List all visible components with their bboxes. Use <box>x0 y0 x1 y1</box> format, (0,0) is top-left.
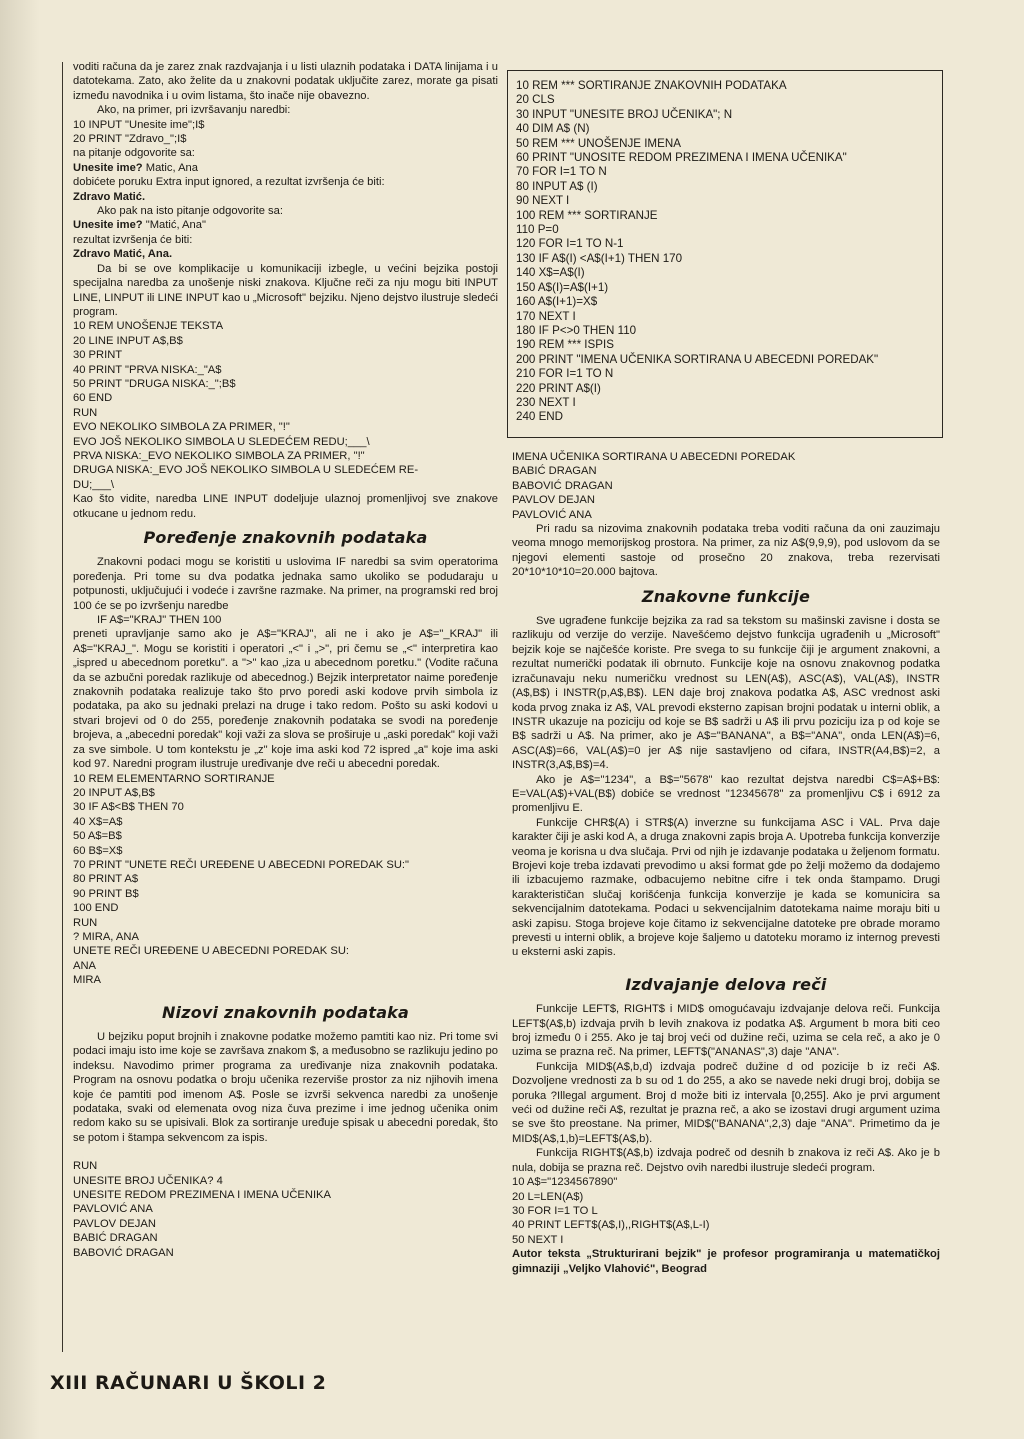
section-heading: Poređenje znakovnih podataka <box>143 528 428 547</box>
code-line: 70 PRINT "UNETE REČI UREĐENE U ABECEDNI POREDAK SU:" <box>73 858 409 871</box>
code-line: ANA <box>73 959 97 972</box>
code-line: 20 LINE INPUT A$,B$ <box>73 334 183 347</box>
right-column <box>512 450 940 1276</box>
code-block <box>73 1159 498 1260</box>
paragraph: Funkcije LEFT$, RIGHT$ i MID$ omogućavaju izdvajanje delova reči. Funkcija LEFT$(A$,b) izdvaja prvih b levih znakova iz podatka A$. Argument b mora biti ceo broj između 0 i 255. Ako je taj broj veći od dužine reči, uzima se cela reč, a ako je 0 uzima se prazna reč. Na primer, LEFT$("ANANAS",3) daje "ANA". <box>512 1003 940 1059</box>
output-line: PAVLOV DEJAN <box>512 494 595 507</box>
code-line: RUN <box>73 916 98 929</box>
code-line: UNESITE BROJ UČENIKA? 4 <box>73 1174 223 1187</box>
author-note: Autor teksta „Strukturirani bejzik" je profesor programiranja u matematičkoj gimnaziji „Veljko Vlahović", Beograd <box>512 1248 940 1275</box>
code-line: 40 PRINT "PRVA NISKA:_"A$ <box>73 363 222 376</box>
paragraph: Funkcija RIGHT$(A$,b) izdvaja podreč od desnih b znakova iz reči A$. Ako je b nula, dobija se prazna reč. Dejstvo ovih naredbi ilustruje sledeći program. <box>512 1147 940 1174</box>
paragraph: Da bi se ove komplikacije u komunikaciji izbegle, u većini bejzika postoji specijalna naredba za unošenje niski znakova. Ključne reči za nju mogu biti INPUT LINE, LINPUT ili LINE INPUT kao u „Microsoft" bejziku. Njeno dejstvo ilustruje sledeći program. <box>73 262 498 318</box>
code-line: BABIĆ DRAGAN <box>73 1232 158 1245</box>
code-line: 30 INPUT "UNESITE BROJ UČENIKA"; N <box>516 107 733 121</box>
column-rule <box>62 62 63 1352</box>
code-line: 100 END <box>73 902 119 915</box>
code-line: 60 PRINT "UNOSITE REDOM PREZIMENA I IMENA UČENIKA" <box>516 151 847 165</box>
code-line: 230 NEXT I <box>516 395 576 409</box>
code-line: 110 P=0 <box>516 223 559 237</box>
code-line: 140 X$=A$(I) <box>516 266 585 280</box>
section-heading: Znakovne funkcije <box>641 586 811 606</box>
paragraph: preneti upravljanje samo ako je A$="KRAJ", ali ne i ako je A$="_KRAJ" ili A$="KRAJ_". Mogu se koristiti i operatori „<" i „>", pri čemu se „<" interpretira kao „ispred u abecednom poretku". a ">" kao „iza u abecednom poretku." (Vodite računa da se azbučni poredak razlikuje od abecednog.) Bejzik interpretator naime poređenje znakovnih podataka realizuje tako što prvo poredi aski kodove prvih simbola iz podataka, pa ako su jednaki prelazi na druge i tako redom. Pošto su aski kodovi u stvari brojevi od 0 do 255, poređenje znakovnih podataka se svodi na poređenje brojeva, a „abecedni poredak" koji važi za slova se proširuje u „aski poredak" koji važi za sve simbole. U tom kontekstu je „z" koje ima aski kod 72 ispred „a" koje ima aski kod 97. Naredni program ilustruje uređivanje dve reči u abecedni poredak. <box>73 628 498 771</box>
code-line: 30 IF A$<B$ THEN 70 <box>73 801 184 814</box>
text-line: Ako pak na isto pitanje odgovorite sa: <box>97 205 283 218</box>
code-line: BABOVIĆ DRAGAN <box>73 1246 174 1259</box>
code-line: 190 REM *** ISPIS <box>516 338 614 352</box>
code-line: 220 PRINT A$(I) <box>516 381 601 395</box>
output-line: IMENA UČENIKA SORTIRANA U ABECEDNI POREDAK <box>512 451 796 463</box>
code-block <box>73 772 498 988</box>
code-line: 10 REM ELEMENTARNO SORTIRANJE <box>73 772 275 785</box>
prompt-answer: "Matić, Ana" <box>142 219 206 232</box>
intro-paragraph-2: Ako, na primer, pri izvršavanju naredbi: <box>97 104 291 117</box>
output-line: BABOVIĆ DRAGAN <box>512 479 613 492</box>
code-line: 170 NEXT I <box>516 309 576 323</box>
code-block <box>512 1175 940 1247</box>
code-line: 10 A$="1234567890" <box>512 1176 618 1189</box>
code-line: 20 PRINT "Zdravo_";I$ <box>73 133 187 146</box>
code-line: 210 FOR I=1 TO N <box>516 367 614 381</box>
code-line: 60 B$=X$ <box>73 844 123 857</box>
code-line: 150 A$(I)=A$(I+1) <box>516 280 609 294</box>
code-line: EVO JOŠ NEKOLIKO SIMBOLA U SLEDEĆEM REDU;___\ <box>73 435 370 448</box>
prompt-bold: Unesite ime? <box>73 161 143 174</box>
code-line: PAVLOVIĆ ANA <box>73 1203 153 1216</box>
code-line: PAVLOV DEJAN <box>73 1217 156 1230</box>
code-line: PRVA NISKA:_EVO NEKOLIKO SIMBOLA ZA PRIMER, "!" <box>73 449 365 462</box>
code-line: 40 X$=A$ <box>73 815 123 828</box>
result-bold: Zdravo Matić, Ana. <box>73 248 173 261</box>
code-line: ? MIRA, ANA <box>73 930 139 943</box>
code-line: 80 INPUT A$ (I) <box>516 179 598 193</box>
code-line: 40 DIM A$ (N) <box>516 122 590 136</box>
code-line: 40 PRINT LEFT$(A$,I),,RIGHT$(A$,L-I) <box>512 1219 710 1232</box>
code-line: 60 END <box>73 392 113 405</box>
code-block <box>73 319 498 492</box>
code-line: 90 NEXT I <box>516 194 570 208</box>
paragraph: Sve ugrađene funkcije bejzika za rad sa tekstom su mašinski zavisne i dosta se razlikuju od verzije do verzije. Navešćemo dejstvo funkcija ugrađenih u „Microsoft" bejzik koje se najčešće koriste. Pre svega to su funkcije čiji je argument znakovni, a rezultat numerički podatak ili obrnuto. Funkcije koje na osnovu znakovnog podatka izračunavaju neku numeričku vrednost su LEN(A$), ASC(A$), VAL(A$), INSTR (A$,B$) i INSTR(p,A$,B$). LEN daje broj znakova podatka A$, ASC vrednost aski koda prvog znaka iz A$, VAL prevodi eksterno zapisan brojni podatak u interni oblik, a INSTR ukazuje na poziciju od koje se B$ sadrži u A$ ili prvu poziciju iza p od koje se B$ sadrži u A$. Na primer, ako je A$="BANANA", a B$="ANA", onda LEN(A$)=6, ASC(A$)=66, VAL(A$)=0 jer A$ nije sastavljeno od cifara, INSTR(A4,B$)=2, a INSTR(3,A$,B$)=4. <box>512 615 940 772</box>
text-line: rezultat izvršenja će biti: <box>73 233 193 246</box>
code-line: 20 L=LEN(A$) <box>512 1190 584 1203</box>
code-line: 10 REM UNOŠENJE TEKSTA <box>73 320 224 333</box>
page-footer: XIII RAČUNARI U ŠKOLI 2 <box>50 1372 327 1394</box>
text-line: dobićete poruku Extra input ignored, a rezultat izvršenja će biti: <box>73 176 385 189</box>
intro-paragraph: voditi računa da je zarez znak razdvajanja i u listi ulaznih podataka i DATA linijama i u datotekama. Zato, ako želite da u znakovni podatak uključite zarez, morate ga pisati između navodnika i u ovim listama, što inače nije obavezno. <box>73 61 498 102</box>
page-edge <box>0 0 40 1439</box>
code-line: 70 FOR I=1 TO N <box>516 165 607 179</box>
code-line: 180 IF P<>0 THEN 110 <box>516 323 637 337</box>
paragraph: Kao što vidite, naredba LINE INPUT dodeljuje ulaznoj promenljivoj sve znakove otkucane u jednom redu. <box>73 493 498 520</box>
text-line: na pitanje odgovorite sa: <box>73 147 195 160</box>
code-line: 50 REM *** UNOŠENJE IMENA <box>516 136 681 150</box>
output-line: PAVLOVIĆ ANA <box>512 508 592 521</box>
code-line: UNESITE REDOM PREZIMENA I IMENA UČENIKA <box>73 1189 331 1202</box>
code-line: 200 PRINT "IMENA UČENIKA SORTIRANA U ABECEDNI POREDAK" <box>516 352 879 366</box>
code-line: 30 PRINT <box>73 349 123 362</box>
code-line: 20 CLS <box>516 93 555 107</box>
result-bold: Zdravo Matić. <box>73 190 146 203</box>
section-heading: Izdvajanje delova reči <box>625 974 827 994</box>
code-line: RUN <box>73 406 98 419</box>
code-line: IF A$="KRAJ" THEN 100 <box>97 614 222 627</box>
code-line: 30 FOR I=1 TO L <box>512 1204 598 1217</box>
code-line: 130 IF A$(I) <A$(I+1) THEN 170 <box>516 251 683 265</box>
code-line: RUN <box>73 1160 98 1173</box>
prompt-bold: Unesite ime? <box>73 219 143 232</box>
code-line: DRUGA NISKA:_EVO JOŠ NEKOLIKO SIMBOLA U SLEDEĆEM RE- <box>73 464 419 477</box>
code-line: 100 REM *** SORTIRANJE <box>516 208 658 222</box>
code-line: EVO NEKOLIKO SIMBOLA ZA PRIMER, "!" <box>73 421 290 434</box>
paragraph: U bejziku poput brojnih i znakovne podatke možemo pamtiti kao niz. Pri tome svi podaci imaju isto ime koje se završava znakom $, a međusobno se razlikuju jedino po indeksu. Navodimo primer programa za uređivanje niza znakovnih podataka. Program na osnovu podatka o broju učenika rezerviše prostor za niz njihovih imena koje će pamtiti pod imenom A$. Posle se izvrši sekvenca naredbi za unošenje podataka, svaki od elemenata ovog niza čuva prezime i ime jednog učenika onim redom kako su se upisivali. Blok za sortiranje uređuje spisak u abecedni poredak, što se potom i štampa sekvencom za ispis. <box>73 1031 498 1144</box>
code-line: 80 PRINT A$ <box>73 873 139 886</box>
paragraph: Pri radu sa nizovima znakovnih podataka treba voditi računa da oni zauzimaju veoma mnogo memorijskog prostora. Na primer, za niz A$(9,9,9), pod uslovom da se njegovi elementi sastoje od prosečno 20 znakova, treba rezervisati 20*10*10*10=20.000 bajtova. <box>512 523 940 579</box>
code-line: 50 A$=B$ <box>73 830 122 843</box>
code-line: MIRA <box>73 974 101 987</box>
paragraph: Znakovni podaci mogu se koristiti u uslovima IF naredbi sa svim operatorima poređenja. Pri tome su dva podatka jednaka samo ukoliko se podudaraju u potpunosti, uključujući i vodeće i završne razmake. Na primer, na programski red broj 100 će se po izvršenju naredbe <box>73 556 498 612</box>
code-line: 10 REM *** SORTIRANJE ZNAKOVNIH PODATAKA <box>516 79 787 92</box>
output-line: BABIĆ DRAGAN <box>512 465 597 478</box>
section-heading: Nizovi znakovnih podataka <box>161 1002 410 1022</box>
code-line: 10 INPUT "Unesite ime";I$ <box>73 118 205 131</box>
program-output <box>512 450 940 522</box>
code-line: 50 NEXT I <box>512 1233 564 1246</box>
prompt-answer: Matic, Ana <box>142 161 198 174</box>
paragraph: Funkcija MID$(A$,b,d) izdvaja podreč dužine d od pozicije b iz reči A$. Dozvoljene vrednosti za b su od 1 do 255, a ako se navede neki drugi broj, dobija se poruka ?Illegal argument. Broj d može biti iz intervala [0,255]. Ako je prvi argument veći od dužine reči A$, rezultat je prazna reč, a ako se izostavi drugi argument uzima se sve što preostane. Na primer, MID$("BANANA",2,3) daje "ANA". Primetimo da je MID$(A$,1,b)=LEFT$(A$,b). <box>512 1060 940 1145</box>
program-listing-box <box>507 70 943 438</box>
code-line: 240 END <box>516 410 564 424</box>
code-line: 160 A$(I+1)=X$ <box>516 295 598 309</box>
code-line: 50 PRINT "DRUGA NISKA:_";B$ <box>73 377 236 390</box>
code-line: 90 PRINT B$ <box>73 887 139 900</box>
left-column <box>73 60 498 1260</box>
paragraph: Funkcije CHR$(A) i STR$(A) inverzne su funkcijama ASC i VAL. Prva daje karakter čiji je aski kod A, a druga znakovni zapis broja A. Upotreba funkcija konverzije veoma je korisna u dva slučaja. Prvi od njih je izdavanje podataka u željenom formatu. Brojevi koje treba izdavati prevodimo u aksi format gde po želji možemo da dodajemo ili izbacujemo razmake, odbacujemo nebitne cifre i tek onda štampamo. Drugi karakterističan slučaj korišćenja funkcija konverzije je kada se komunicira sa sekvencijalnim datotekama. Podaci u sekvencijalnim datotekama naime moraju biti u aski zapisu. Stoga brojeve koje čitamo iz sekvencijalne datoteke pre obrade moramo prevesti u interni oblik, a brojeve koje šaljemo u datoteku moramo iz internog prevesti u eksterni aski zapis. <box>512 816 940 959</box>
code-line: 20 INPUT A$,B$ <box>73 786 155 799</box>
code-line: 120 FOR I=1 TO N-1 <box>516 237 624 251</box>
code-line: DU;___\ <box>73 478 115 491</box>
code-line: UNETE REČI UREĐENE U ABECEDNI POREDAK SU: <box>73 945 350 958</box>
paragraph: Ako je A$="1234", a B$="5678" kao rezultat dejstva naredbi C$=A$+B$: E=VAL(A$)+VAL(B$) dobiće se vrednost "12345678" za promenljivu C$ i 6912 za promenljivu E. <box>512 773 940 815</box>
